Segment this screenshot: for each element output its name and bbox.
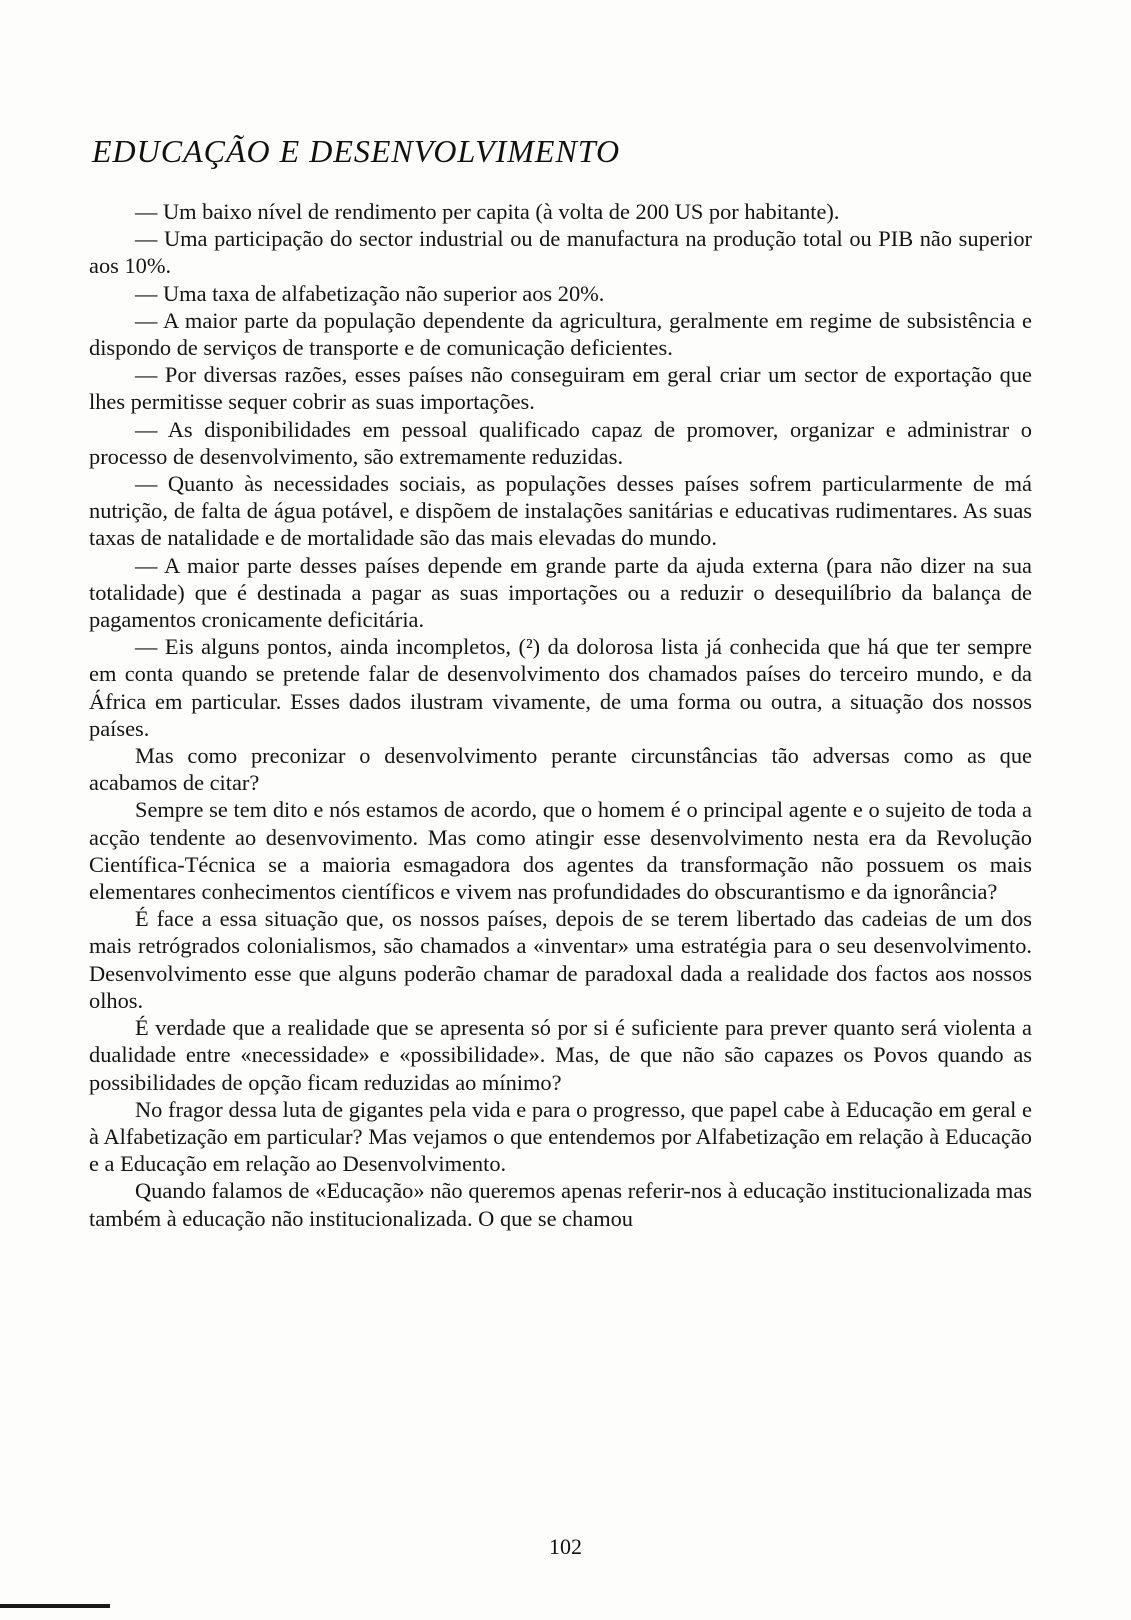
paragraph: É verdade que a realidade que se apresenta só por si é suficiente para prever quanto será violenta a dualidade entre «necessidade» e «possibilidade». Mas, de que não são capazes os Povos quando as possibilidades de opção ficam reduzidas ao mínimo? xyxy=(89,1015,1032,1095)
page-number: 102 xyxy=(549,1534,582,1559)
paragraph: É face a essa situação que, os nossos países, depois de se terem libertado das cadeias de um dos mais retrógrados colonialismos, são chamados a «inventar» uma estratégia para o seu desenvolvimento. Desenvolvimento esse que alguns poderão chamar de paradoxal dada a realidade dos factos aos nossos olhos. xyxy=(89,906,1032,1013)
paragraph: — Uma taxa de alfabetização não superior aos 20%. xyxy=(135,280,605,306)
scan-edge-mark xyxy=(0,1604,110,1608)
running-title: EDUCAÇÃO E DESENVOLVIMENTO xyxy=(92,133,621,169)
body-text xyxy=(89,198,1032,1232)
paragraph: — Um baixo nível de rendimento per capita (à volta de 200 US por habitante). xyxy=(135,199,840,224)
paragraph: — Eis alguns pontos, ainda incompletos, (²) da dolorosa lista já conhecida que há que ter sempre em conta quando se pretende falar de desenvolvimento dos chamados países do terceiro mundo, e da África em particular. Esses dados ilustram vivamente, de uma forma ou outra, a situação dos nossos países. xyxy=(89,634,1032,741)
paragraph: — Quanto às necessidades sociais, as populações desses países sofrem particularmente de má nutrição, de falta de água potável, e dispõem de instalações sanitárias e educativas rudimentares. As suas taxas de natalidade e de mortalidade são das mais elevadas do mundo. xyxy=(89,471,1032,551)
paragraph: Quando falamos de «Educação» não queremos apenas referir-nos à educação institucionalizada mas também à educação não institucionalizada. O que se chamou xyxy=(89,1178,1032,1231)
paragraph: No fragor dessa luta de gigantes pela vida e para o progresso, que papel cabe à Educação em geral e à Alfabetização em particular? Mas vejamos o que entendemos por Alfabetização em relação à Educação e a Educação em relação ao Desenvolvimento. xyxy=(89,1096,1032,1177)
paragraph: — Uma participação do sector industrial ou de manufactura na produção total ou PIB não superior aos 10%. xyxy=(89,226,1032,279)
paragraph: Sempre se tem dito e nós estamos de acordo, que o homem é o principal agente e o sujeito de toda a acção tendente ao desenvovimento. Mas como atingir esse desenvolvimento nesta era da Revolução Científica-Técnica se a maioria esmagadora dos agentes da transformação não possuem os mais elementares conhecimentos científicos e vivem nas profundidades do obscurantismo e da ignorância? xyxy=(89,797,1032,905)
paragraph: — A maior parte da população dependente da agricultura, geralmente em regime de subsistência e dispondo de serviços de transporte e de comunicação deficientes. xyxy=(89,307,1032,361)
paragraph: — As disponibilidades em pessoal qualificado capaz de promover, organizar e administrar o processo de desenvolvimento, são extremamente reduzidas. xyxy=(89,416,1032,469)
paragraph: — A maior parte desses países depende em grande parte da ajuda externa (para não dizer na sua totalidade) que é destinada a pagar as suas importações ou a reduzir o desequilíbrio da balança de pagamentos cronicamente deficitária. xyxy=(89,552,1032,633)
paragraph: Mas como preconizar o desenvolvimento perante circunstâncias tão adversas como as que acabamos de citar? xyxy=(89,743,1032,796)
paragraph: — Por diversas razões, esses países não conseguiram em geral criar um sector de exportação que lhes permitisse sequer cobrir as suas importações. xyxy=(89,362,1032,415)
